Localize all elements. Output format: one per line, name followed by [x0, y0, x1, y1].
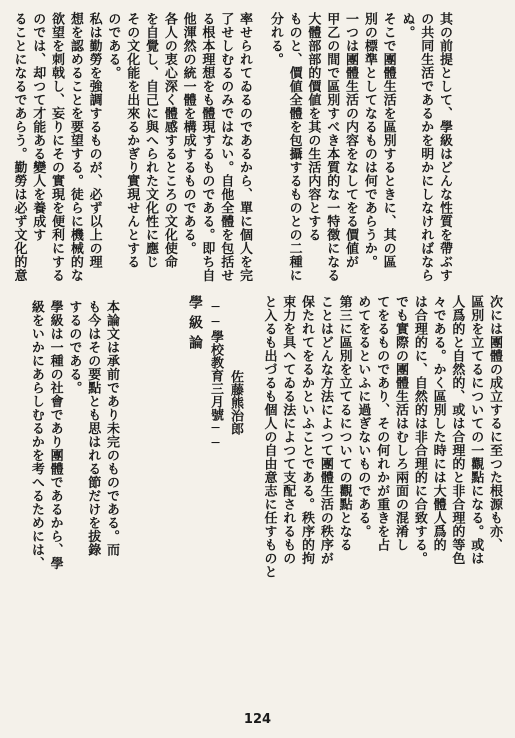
text-column: ものと、價値全體を包攝するものとの二種に [286, 12, 302, 282]
text-column: そこで團體生活を區別するときに、其の區 [380, 12, 396, 269]
text-column: は合理的に、自然的は非合理的に合致する。 [411, 295, 427, 565]
text-column: その文化能を出來るかぎり實現せんとする [124, 12, 140, 269]
article-subtitle: ──學校教育三月號── [208, 300, 223, 451]
text-column: めてをるといふに過ぎないものである。 [355, 295, 371, 538]
text-column: 第三に區別を立てるについての觀點となる [336, 295, 352, 552]
text-column: 想を認めることを要望する。徒らに機械的な [67, 12, 83, 282]
text-column: ることになるであらう。勤勞は必ず文化的意 [11, 12, 27, 282]
text-column: 率せられてゐるのであるから、單に個人を完 [237, 12, 252, 282]
text-column: る根本理想をも體現するものである。即ち自 [199, 12, 215, 282]
text-column: 了せしむるのみではない。自他全體を包括せ [218, 12, 234, 282]
text-column: 學級は一種の社會であり團體であるから、學 [47, 300, 63, 570]
article-body-block [25, 300, 120, 680]
text-column: 本論文は承前であり未完のものである。而 [104, 300, 119, 557]
text-column: 甲乙の間で區別すべき本質的な一特徴になる [324, 12, 340, 282]
text-column: 分れる。 [267, 12, 283, 66]
page-number: 124 [243, 712, 272, 727]
text-column: 別の標準としてなるものは何であらうか。 [361, 12, 377, 269]
text-column: てをるものであり、その何れかが重きを占 [374, 295, 390, 552]
text-column: ぬ。 [399, 12, 415, 39]
text-column: の共同生活であるかを明かにしなければなら [418, 12, 434, 282]
text-column: ことはどんな方法によつて團體生活の秩序が [317, 295, 333, 565]
article-title: 學級論 [187, 295, 203, 355]
text-column: を自覺し、自己に與へられた文化性に應じ [143, 12, 159, 269]
text-column: 區別を立てるについての一觀點になる。或は [468, 295, 484, 565]
text-column: 欲望を刺戟し、妄りにその實現を便利にする [49, 12, 65, 282]
article-author: 佐藤熊治郎 [228, 370, 243, 435]
text-column: と入るも出づるも個人の自由意志に任すものと [261, 295, 277, 579]
text-column: 々である。かく區別した時には大體人爲的 [430, 295, 446, 552]
text-column: 次には團體の成立するに至つた根源も亦、 [487, 295, 502, 552]
center-top-text-block [263, 12, 453, 280]
text-column: のでは、却つて才能ある變人を養成す [30, 12, 46, 242]
text-column: 級をいかにあらしむるかを考へるためには、 [28, 300, 44, 570]
text-column: 保たれてをるかといふことである。秩序的拘 [299, 295, 315, 565]
text-column: でも實際の團體生活はむしろ兩面の混淆し [393, 295, 409, 552]
text-column: するのである。 [66, 300, 82, 395]
text-column: 其の前提として、學級はどんな性質を帶ぶす [437, 12, 452, 282]
text-column: 大體部部的價値を其の生活内容とする [305, 12, 321, 242]
text-column: 一つは團體生活の内容をなしてをる價値が [343, 12, 359, 269]
center-bottom-text-block [263, 295, 503, 675]
text-column: 他渾然の統一體を構成するものである。 [180, 12, 196, 255]
text-column: 人爲的と自然的、或は合理的と非合理的等色 [449, 295, 465, 565]
text-column: のである。 [105, 12, 121, 80]
text-column: 束力を具へてゐる法によつて支配されるもの [280, 295, 296, 565]
middle-top-text [57, 12, 257, 280]
text-column: も今はその要點とも思はれる節だけを拔錄 [85, 300, 101, 557]
text-column: 各人の衷心深く體感するところの文化使命 [161, 12, 177, 269]
text-column: 私は勤勞を強調するものが、必ず以上の理 [86, 12, 102, 269]
